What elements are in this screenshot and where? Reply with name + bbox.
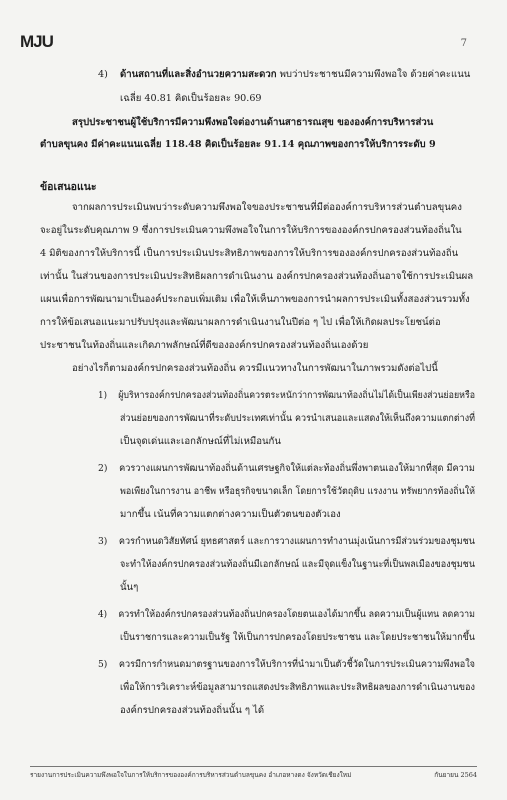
suggestion-text: ควรมีการกำหนดมาตรฐานของการให้บริการที่นำมาเป็นตัวชี้วัดในการประเมินความพึงพอใจ bbox=[118, 659, 475, 670]
para1-line: การให้ข้อเสนอแนะมาปรับปรุงและพัฒนาผลการดำเนินงานในปีต่อ ๆ ไป เพื่อให้เกิดผลประโยชน์ต่อ bbox=[40, 317, 441, 328]
suggestion-text: จะทำให้องค์กรปกครองส่วนท้องถิ่นมีเอกลักษณ์ และมีจุดแข็งในฐานะที่เป็นพลเมืองของชุมชน bbox=[120, 559, 475, 570]
suggestion-number: 5) bbox=[98, 659, 108, 670]
section-heading: ข้อเสนอแนะ bbox=[40, 181, 97, 193]
para1-line: จะอยู่ในระดับคุณภาพ 9 ซึ่งการประเมินความพึงพอใจในการให้บริการขององค์กรปกครองส่วนท้องถิ่นใน bbox=[40, 225, 462, 236]
footer-date: กันยายน 2564 bbox=[434, 771, 477, 779]
para1-line: 4 มิติของการให้บริการนี้ เป็นการประเมินประสิทธิภาพของการให้บริการขององค์กรปกครองส่วนท้องถิ่น bbox=[40, 248, 459, 259]
suggestion-number: 2) bbox=[98, 463, 108, 474]
suggestion-text: องค์กรปกครองส่วนท้องถิ่นนั้น ๆ ได้ bbox=[120, 705, 265, 716]
suggestion-text: เพื่อให้การวิเคราะห์ข้อมูลสามารถแสดงประสิทธิภาพและประสิทธิผลของการดำเนินงานของ bbox=[120, 682, 475, 693]
suggestion-number: 4) bbox=[98, 609, 108, 620]
item-4-line1 bbox=[98, 64, 470, 85]
suggestion-text: เป็นราชการและความเป็นรัฐ ให้เป็นการปกครองโดยประชาชน และโดยประชาชนให้มากขึ้น bbox=[120, 632, 475, 643]
suggestion-text: ควรวางแผนการพัฒนาท้องถิ่นด้านเศรษฐกิจให้แต่ละท้องถิ่นพึ่งพาตนเองให้มากที่สุด มีความ bbox=[119, 463, 475, 474]
page-number: 7 bbox=[460, 38, 467, 49]
item-4-number: 4) bbox=[98, 69, 108, 80]
suggestion-text: ควรทำให้องค์กรปกครองส่วนท้องถิ่นปกครองโดยตนเองได้มากขึ้น ลดความเป็นผู้แทน ลดความ bbox=[118, 609, 475, 620]
summary-line1: สรุปประชาชนผู้ใช้บริการมีความพึงพอใจต่องานด้านสาธารณสุข ขององค์การบริหารส่วน bbox=[72, 117, 434, 128]
suggestion-text: ส่วนย่อยของการพัฒนาที่ระดับประเทศเท่านั้น ควรนำเสนอและแสดงให้เห็นถึงความแตกต่างที่ bbox=[120, 413, 475, 424]
suggestion-1 bbox=[98, 385, 475, 406]
item-4-line2: เฉลี่ย 40.81 คิดเป็นร้อยละ 90.69 bbox=[120, 93, 262, 104]
suggestion-3 bbox=[98, 531, 475, 552]
suggestion-number: 1) bbox=[98, 390, 108, 401]
para1-line: เท่านั้น ในส่วนของการประเมินประสิทธิผลการดำเนินงาน องค์กรปกครองส่วนท้องถิ่นอาจใช้การประเมินผล bbox=[40, 271, 474, 282]
suggestion-number: 3) bbox=[98, 536, 108, 547]
university-logo: MJU bbox=[20, 32, 53, 51]
para1-line: จากผลการประเมินพบว่าระดับความพึงพอใจของประชาชนที่มีต่อองค์การบริหารส่วนตำบลขุนคง bbox=[72, 202, 462, 213]
footer-divider bbox=[30, 766, 477, 767]
para2: อย่างไรก็ตามองค์กรปกครองส่วนท้องถิ่น ควรมีแนวทางในการพัฒนาในภาพรวมดังต่อไปนี้ bbox=[72, 363, 438, 374]
para1-line: ประชาชนในท้องถิ่นและเกิดภาพลักษณ์ที่ดีขององค์กรปกครองส่วนท้องถิ่นเองด้วย bbox=[40, 340, 369, 351]
para1-line: แผนเพื่อการพัฒนามาเป็นองค์ประกอบเพิ่มเติม เพื่อให้เห็นภาพของการนำผลการประเมินทั้งสองส่วนรวมทั้ง bbox=[40, 294, 470, 305]
footer-report-title: รายงานการประเมินความพึงพอใจในการให้บริการขององค์การบริหารส่วนตำบลขุนคง อำเภอหางดง จังหวัดเชียงใหม่ bbox=[30, 771, 352, 779]
suggestion-text: นั้นๆ bbox=[120, 582, 139, 593]
suggestion-text: มากขึ้น เน้นที่ความแตกต่างความเป็นตัวตนของตัวเอง bbox=[120, 509, 341, 520]
suggestion-4 bbox=[98, 604, 475, 625]
suggestion-text: ผู้บริหารองค์กรปกครองส่วนท้องถิ่นควรตระหนักว่าการพัฒนาท้องถิ่นไม่ได้เป็นเพียงส่วนย่อยหรือ bbox=[118, 390, 475, 401]
suggestion-2 bbox=[98, 458, 475, 479]
suggestion-text: ควรกำหนดวิสัยทัศน์ ยุทธศาสตร์ และการวางแผนการทำงานมุ่งเน้นการมีส่วนร่วมของชุมชน bbox=[118, 536, 476, 547]
suggestion-5 bbox=[98, 654, 475, 675]
suggestion-text: เป็นจุดเด่นและเอกลักษณ์ที่ไม่เหมือนกัน bbox=[120, 436, 281, 447]
item-4-text: พบว่าประชาชนมีความพึงพอใจ ด้วยค่าคะแนน bbox=[276, 69, 471, 80]
summary-line2: ตำบลขุนคง มีค่าคะแนนเฉลี่ย 118.48 คิดเป็นร้อยละ 91.14 คุณภาพของการให้บริการระดับ 9 bbox=[40, 139, 436, 150]
item-4-title: ด้านสถานที่และสิ่งอำนวยความสะดวก bbox=[120, 69, 277, 80]
suggestion-text: พอเพียงในการงาน อาชีพ หรือธุรกิจขนาดเล็ก โดยการใช้วัตถุดิบ แรงงาน ทรัพยากรท้องถิ่นให้ bbox=[120, 486, 475, 497]
